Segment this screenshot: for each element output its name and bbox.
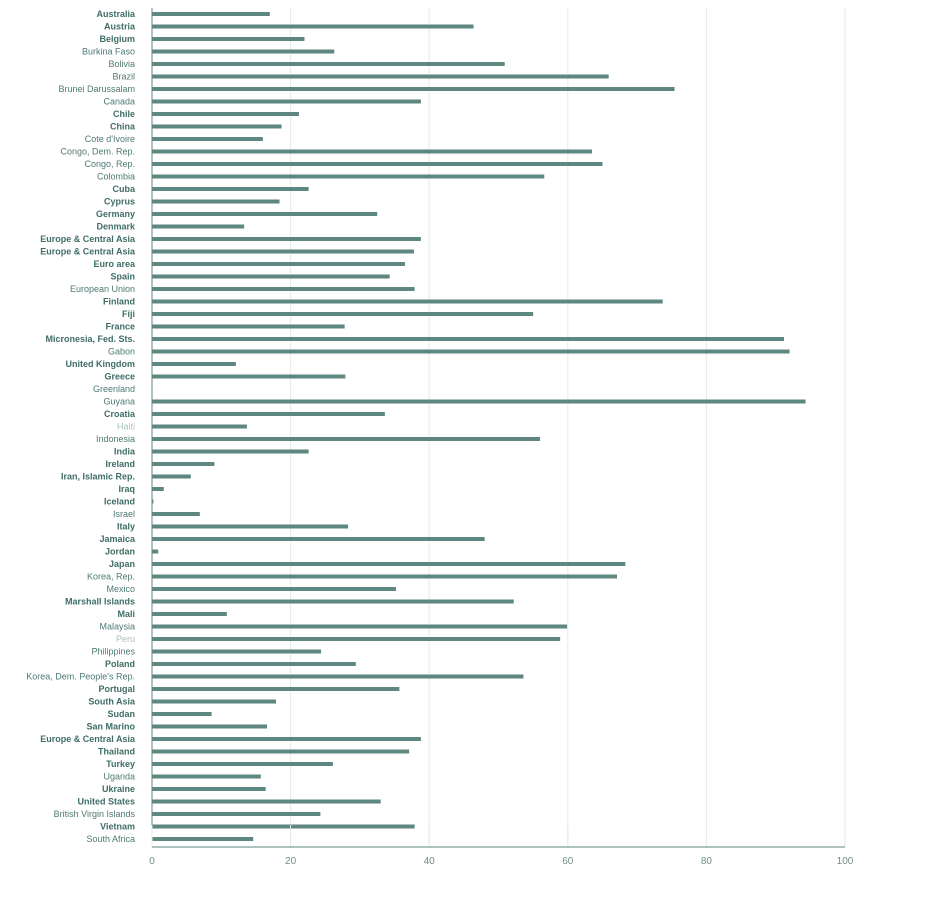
bar — [152, 200, 280, 204]
bar — [152, 812, 320, 816]
category-label: Iran, Islamic Rep. — [60, 471, 135, 482]
category-label: Greece — [104, 371, 135, 382]
bar — [152, 462, 214, 466]
bar — [152, 37, 304, 41]
category-label: Japan — [108, 559, 135, 569]
category-label: Micronesia, Fed. Sts. — [45, 334, 135, 344]
bar — [152, 162, 602, 166]
bar — [152, 87, 675, 91]
bar — [152, 650, 321, 654]
category-label: Austria — [103, 21, 135, 32]
bar — [152, 625, 567, 629]
bar — [152, 325, 345, 329]
x-tick-label: 0 — [149, 856, 155, 867]
bar — [152, 100, 421, 104]
bar — [152, 775, 261, 779]
category-label: Korea, Rep. — [86, 571, 135, 582]
category-label: Burkina Faso — [81, 46, 135, 57]
bar — [152, 212, 377, 216]
bar — [152, 175, 544, 179]
bar — [152, 312, 533, 316]
bar — [152, 837, 253, 841]
category-label: Croatia — [103, 409, 135, 419]
category-label: Congo, Dem. Rep. — [60, 146, 135, 157]
category-label: Israel — [112, 509, 135, 519]
bar — [152, 450, 309, 454]
category-label: France — [105, 321, 135, 332]
bar — [152, 12, 270, 16]
category-label: Peru — [115, 634, 135, 644]
bar — [152, 637, 560, 641]
category-label: Marshall Islands — [64, 596, 135, 607]
bar — [152, 125, 282, 129]
category-label: Belgium — [99, 34, 135, 44]
bar — [152, 675, 523, 679]
bar — [152, 762, 333, 766]
bar — [152, 412, 385, 416]
category-label: Australia — [96, 9, 135, 19]
category-label: Spain — [110, 271, 135, 282]
x-tick-label: 20 — [285, 856, 297, 867]
category-label: European Union — [69, 284, 135, 294]
category-label: Europe & Central Asia — [40, 734, 135, 744]
category-label: Gabon — [107, 346, 135, 357]
x-tick-label: 80 — [700, 856, 712, 867]
bar — [152, 50, 334, 54]
category-label: Uganda — [103, 771, 135, 782]
category-label: United Kingdom — [65, 359, 135, 369]
category-label: Poland — [104, 659, 135, 669]
bar — [152, 362, 236, 366]
bar — [152, 787, 266, 791]
category-label: Thailand — [97, 746, 135, 757]
bar — [152, 337, 784, 341]
category-label: South Asia — [88, 696, 135, 707]
bar — [152, 112, 299, 116]
category-label: Colombia — [96, 171, 135, 182]
bar — [152, 287, 415, 291]
category-label: Cote d'Ivoire — [84, 134, 135, 144]
category-label: Finland — [103, 296, 135, 307]
bar — [152, 475, 191, 479]
bar — [152, 187, 309, 191]
category-label: San Marino — [86, 721, 135, 732]
x-tick-label: 60 — [562, 856, 574, 867]
category-label: Haiti — [116, 421, 135, 432]
bar — [152, 587, 396, 591]
x-tick-label: 100 — [836, 856, 854, 867]
bar — [152, 25, 474, 29]
category-label: Fiji — [122, 309, 135, 319]
bar — [152, 750, 409, 754]
bar — [152, 262, 405, 266]
bar — [152, 237, 421, 241]
category-label: Congo, Rep. — [84, 159, 135, 169]
bar — [152, 62, 505, 66]
category-label: Korea, Dem. People's Rep. — [26, 671, 135, 682]
category-label: Portugal — [98, 684, 135, 694]
bar — [152, 562, 625, 566]
category-label: Iceland — [103, 496, 135, 507]
gridlines — [291, 8, 845, 847]
bar — [152, 537, 485, 541]
category-label: Ukraine — [101, 784, 135, 794]
bar — [152, 612, 227, 616]
category-label: Jordan — [104, 546, 135, 557]
category-label: Europe & Central Asia — [40, 234, 135, 244]
category-label: Mexico — [106, 584, 135, 594]
bar — [152, 250, 414, 254]
category-label: Iraq — [118, 484, 135, 494]
category-label: Brazil — [112, 71, 135, 82]
category-label: Europe & Central Asia — [40, 246, 135, 257]
category-label: Indonesia — [95, 434, 135, 444]
x-axis — [149, 825, 854, 867]
category-label: Malaysia — [99, 621, 135, 632]
category-label: Vietnam — [100, 821, 135, 832]
category-label: Canada — [103, 96, 135, 107]
category-label: Bolivia — [108, 59, 135, 69]
category-label: Guyana — [103, 396, 135, 407]
bar — [152, 575, 617, 579]
bar — [152, 525, 348, 529]
category-label: Turkey — [106, 759, 135, 769]
bar — [152, 437, 540, 441]
bar — [152, 687, 399, 691]
category-label: Cyprus — [103, 196, 135, 207]
category-label: Germany — [95, 209, 135, 219]
category-label: India — [113, 446, 135, 457]
bar — [152, 487, 164, 491]
category-label: Greenland — [92, 384, 135, 394]
bar — [152, 275, 390, 279]
category-label: Sudan — [107, 709, 135, 719]
bar — [152, 350, 790, 354]
bar — [152, 550, 158, 554]
bar — [152, 400, 805, 404]
category-label: Cuba — [112, 184, 135, 194]
y-axis — [26, 8, 152, 847]
category-label: Italy — [116, 521, 135, 532]
category-label: British Virgin Islands — [53, 809, 135, 819]
category-label: China — [109, 121, 135, 132]
category-label: Ireland — [105, 459, 135, 469]
category-label: Chile — [112, 109, 135, 119]
category-label: Denmark — [96, 221, 135, 232]
bar-series — [152, 12, 805, 841]
bar — [152, 662, 356, 666]
bar — [152, 825, 415, 829]
bar — [152, 712, 212, 716]
bar — [152, 700, 276, 704]
category-label: United States — [77, 796, 135, 807]
bar — [152, 512, 200, 516]
category-label: Mali — [117, 609, 135, 619]
bar — [152, 425, 247, 429]
category-label: Euro area — [93, 259, 135, 269]
bar — [152, 725, 267, 729]
category-label: South Africa — [86, 834, 135, 844]
bar — [152, 225, 244, 229]
bar — [152, 75, 609, 79]
bar — [152, 600, 514, 604]
x-tick-label: 40 — [423, 856, 435, 867]
bar — [152, 137, 263, 141]
bar — [152, 300, 663, 304]
category-label: Brunei Darussalam — [58, 84, 135, 94]
bar — [152, 800, 381, 804]
bar — [152, 375, 345, 379]
category-label: Philippines — [91, 646, 135, 657]
bar — [152, 150, 592, 154]
bar — [152, 737, 421, 741]
category-label: Jamaica — [99, 534, 135, 544]
